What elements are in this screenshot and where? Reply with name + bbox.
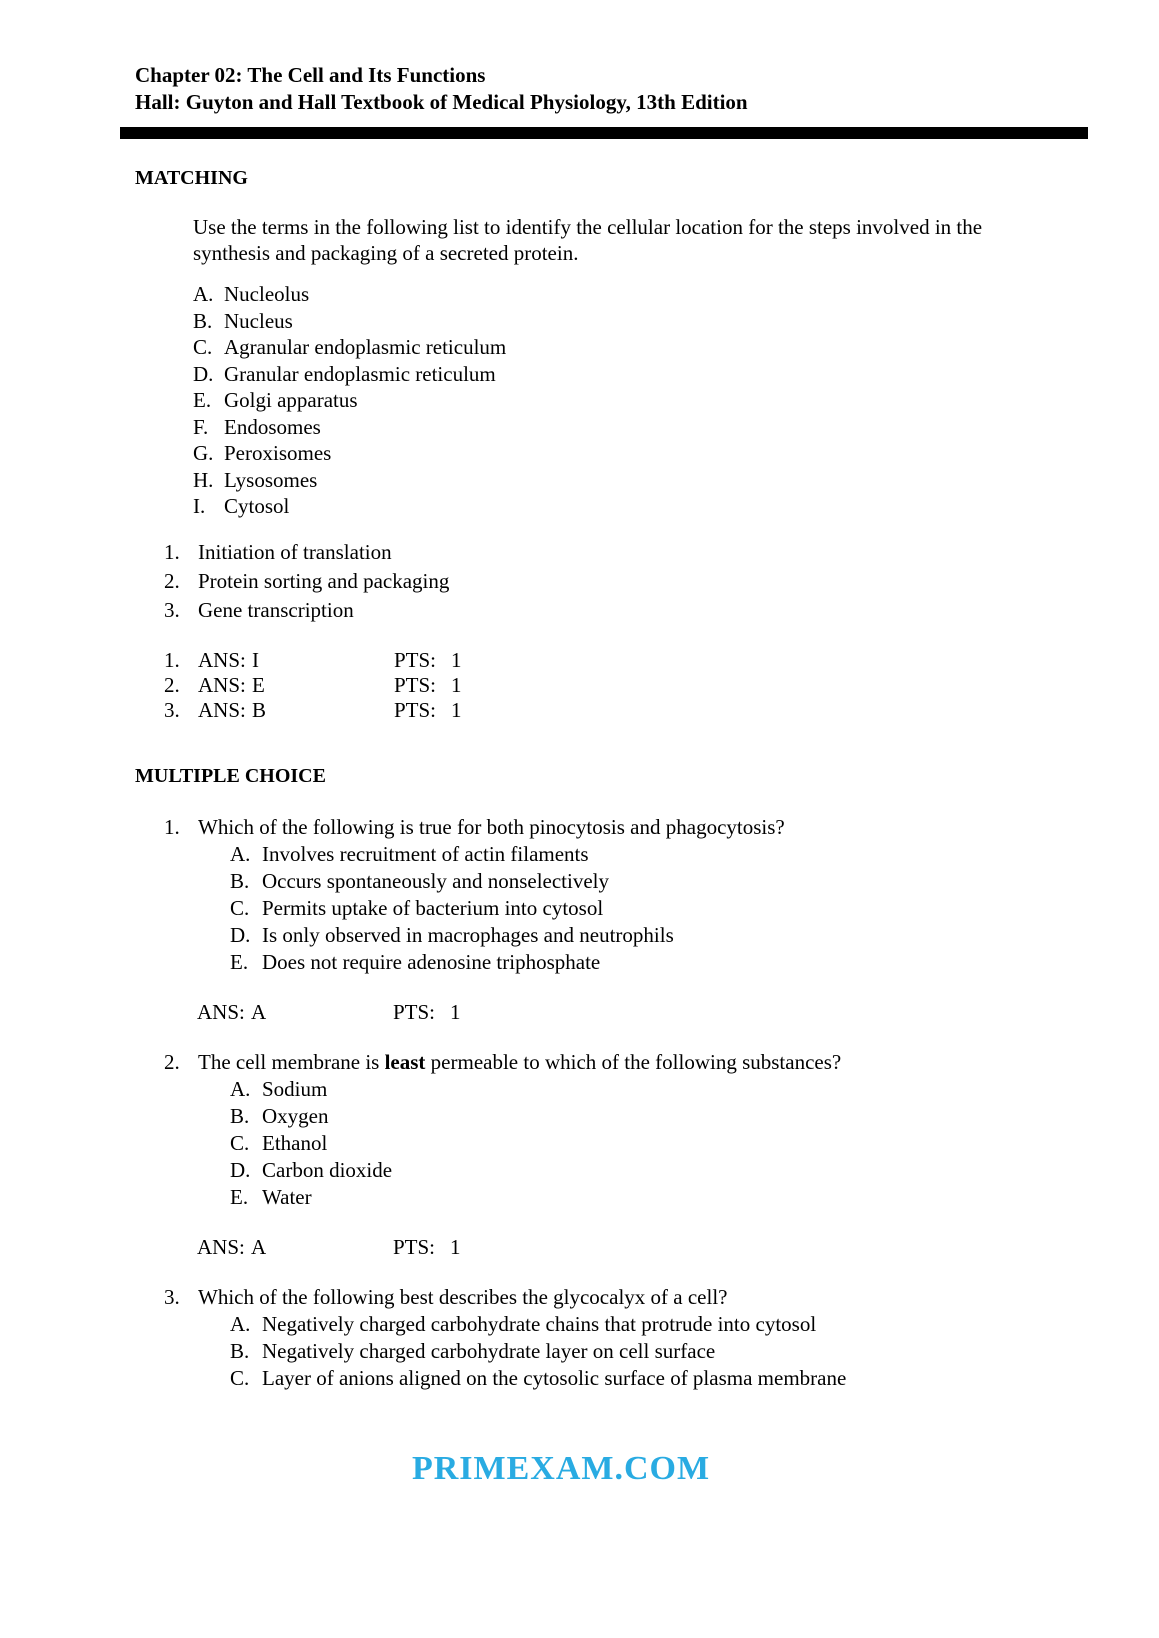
item-text: Gene transcription (198, 598, 354, 622)
option-list (230, 1076, 392, 1211)
item-number: 3. (164, 598, 180, 622)
matching-term-list (193, 281, 506, 520)
matching-term-row (193, 334, 506, 361)
item-number: 2. (164, 569, 180, 593)
option-letter: B. (230, 1104, 250, 1128)
option-text: Ethanol (262, 1131, 328, 1155)
option-row (230, 1338, 846, 1365)
term-letter: C. (193, 335, 213, 359)
option-letter: B. (230, 1339, 250, 1363)
answer-row (164, 673, 462, 698)
matching-item-list (164, 538, 449, 625)
term-letter: D. (193, 361, 214, 386)
term-text: Endosomes (224, 414, 321, 439)
option-letter: A. (230, 1077, 251, 1101)
option-text: Is only observed in macrophages and neutrophils (262, 923, 674, 947)
question-number: 1. (164, 815, 180, 839)
matching-term-row (193, 467, 506, 494)
page-header (135, 62, 748, 116)
option-row (230, 1076, 392, 1103)
question-number: 3. (164, 1285, 180, 1309)
option-letter: E. (230, 1185, 249, 1209)
matching-section-title: MATCHING (135, 167, 248, 189)
option-row (230, 1103, 392, 1130)
term-letter: F. (193, 414, 209, 439)
term-text: Peroxisomes (224, 441, 332, 465)
option-letter: A. (230, 1312, 251, 1336)
pts-label: PTS: (393, 1235, 436, 1259)
option-row (230, 1184, 392, 1211)
term-text: Agranular endoplasmic reticulum (224, 335, 507, 359)
matching-item-row (164, 567, 449, 596)
option-row (230, 1311, 846, 1338)
option-row (230, 1365, 846, 1392)
ans-label: ANS: (198, 673, 246, 697)
pts-label: PTS: (394, 673, 437, 697)
option-letter: C. (230, 1131, 250, 1155)
answer-number: 3. (164, 698, 180, 722)
matching-term-row (193, 414, 506, 441)
answer-number: 2. (164, 673, 180, 697)
option-row (230, 868, 674, 895)
question-stem (164, 1285, 727, 1310)
option-row (230, 1130, 392, 1157)
term-letter: G. (193, 441, 214, 465)
ans-label: ANS: (198, 648, 246, 672)
option-text: Occurs spontaneously and nonselectively (262, 869, 609, 893)
option-text: Carbon dioxide (262, 1158, 393, 1182)
matching-instructions (193, 214, 982, 266)
option-text: Involves recruitment of actin filaments (262, 842, 589, 866)
stem-text-after: permeable to which of the following substances? (425, 1050, 842, 1074)
matching-term-row (193, 361, 506, 388)
option-text: Layer of anions aligned on the cytosolic surface of plasma membrane (262, 1366, 847, 1390)
item-text: Initiation of translation (198, 540, 392, 564)
matching-term-row (193, 440, 506, 467)
term-letter: A. (193, 282, 214, 306)
term-text: Lysosomes (224, 467, 318, 492)
question-stem (164, 815, 785, 840)
term-text: Nucleus (224, 308, 293, 333)
pts-value: 1 (450, 1235, 461, 1259)
matching-item-row (164, 596, 449, 625)
matching-instructions-line2: synthesis and packaging of a secreted protein. (193, 241, 579, 265)
ans-value: B (252, 698, 267, 722)
option-row (230, 841, 674, 868)
header-divider-bar (120, 127, 1088, 139)
option-row (230, 949, 674, 976)
option-letter: C. (230, 896, 250, 920)
pts-value: 1 (451, 673, 462, 697)
pts-value: 1 (451, 648, 462, 672)
question-number: 2. (164, 1050, 180, 1074)
answer-row (197, 1235, 461, 1260)
option-text: Oxygen (262, 1104, 329, 1128)
answer-number: 1. (164, 648, 180, 672)
stem-text: Which of the following is true for both pinocytosis and phagocytosis? (198, 815, 785, 839)
pts-value: 1 (450, 1000, 461, 1024)
ans-value: A (251, 1235, 267, 1259)
term-letter: I. (193, 494, 206, 518)
ans-label: ANS: (197, 1235, 245, 1259)
stem-bold-text: least (384, 1050, 426, 1074)
option-letter: D. (230, 1158, 251, 1182)
term-text: Granular endoplasmic reticulum (224, 361, 496, 386)
option-list (230, 1311, 846, 1392)
ans-label: ANS: (197, 1000, 245, 1024)
matching-item-row (164, 538, 449, 567)
pts-value: 1 (451, 698, 462, 722)
answer-row (164, 648, 462, 673)
option-text: Permits uptake of bacterium into cytosol (262, 896, 604, 920)
pts-label: PTS: (394, 648, 437, 672)
ans-value: A (251, 1000, 267, 1024)
watermark-site-name: PRIMEXAM.COM (411, 1450, 711, 1487)
matching-instructions-line1: Use the terms in the following list to identify the cellular location for the steps involved in the (193, 215, 983, 239)
matching-term-row (193, 493, 506, 520)
term-letter: B. (193, 308, 213, 333)
ans-label: ANS: (198, 698, 246, 722)
option-text: Sodium (262, 1077, 328, 1101)
option-letter: A. (230, 842, 251, 866)
matching-term-row (193, 387, 506, 414)
term-letter: E. (193, 388, 212, 412)
ans-value: I (252, 648, 259, 672)
option-letter: C. (230, 1366, 250, 1390)
option-row (230, 1157, 392, 1184)
option-text: Water (262, 1185, 312, 1209)
stem-text: Which of the following best describes the glycocalyx of a cell? (198, 1285, 728, 1309)
ans-value: E (252, 673, 265, 697)
term-text: Golgi apparatus (224, 388, 358, 412)
book-title: Hall: Guyton and Hall Textbook of Medical Physiology, 13th Edition (135, 90, 748, 114)
option-text: Negatively charged carbohydrate layer on cell surface (262, 1339, 716, 1363)
option-text: Does not require adenosine triphosphate (262, 950, 601, 974)
term-letter: H. (193, 467, 214, 492)
option-row (230, 922, 674, 949)
item-number: 1. (164, 540, 180, 564)
term-text: Nucleolus (224, 282, 310, 306)
option-list (230, 841, 674, 976)
answer-row (197, 1000, 461, 1025)
item-text: Protein sorting and packaging (198, 569, 450, 593)
option-row (230, 895, 674, 922)
matching-answer-list (164, 648, 462, 723)
answer-row (164, 698, 462, 723)
stem-text: The cell membrane is (198, 1050, 385, 1074)
question-stem (164, 1050, 841, 1075)
pts-label: PTS: (393, 1000, 436, 1024)
multiple-choice-section-title: MULTIPLE CHOICE (135, 765, 326, 787)
matching-term-row (193, 281, 506, 308)
option-letter: B. (230, 869, 250, 893)
pts-label: PTS: (394, 698, 437, 722)
term-text: Cytosol (224, 494, 290, 518)
option-letter: D. (230, 923, 251, 947)
matching-term-row (193, 308, 506, 335)
option-letter: E. (230, 950, 249, 974)
chapter-title: Chapter 02: The Cell and Its Functions (135, 63, 486, 87)
option-text: Negatively charged carbohydrate chains that protrude into cytosol (262, 1312, 817, 1336)
